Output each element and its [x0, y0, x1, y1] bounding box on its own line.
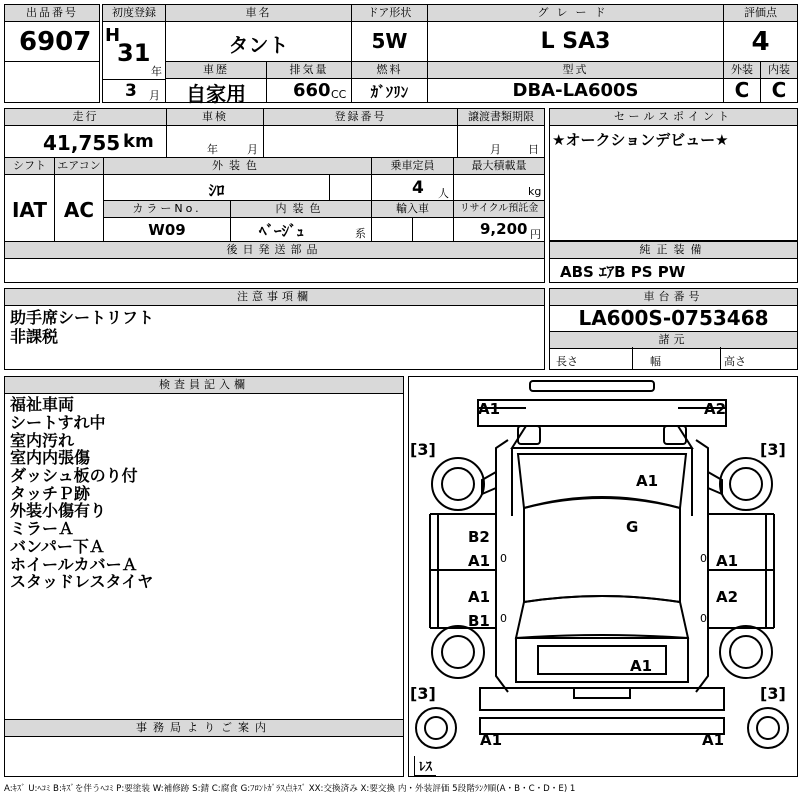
month-unit: 月: [149, 89, 160, 102]
capacity-label: 乗車定員: [372, 158, 453, 175]
door-zero-3: 0: [700, 552, 707, 565]
exterior-color: ｼﾛ: [208, 181, 225, 200]
chassis-label: 車台番号: [550, 289, 797, 306]
tire-front-left: [3]: [410, 440, 436, 459]
inspector-line-3: 室内汚れ: [10, 431, 75, 450]
mark-front-left: A1: [478, 400, 501, 418]
capacity-unit: 人: [438, 187, 449, 200]
chassis-cell: [549, 288, 798, 370]
load-cell: [453, 157, 545, 201]
interior-label: 内装: [761, 62, 797, 79]
transfer-day-unit: 日: [528, 143, 539, 156]
ac-cell: [54, 157, 104, 242]
history: 自家用: [186, 82, 246, 106]
exterior-label: 外装: [724, 62, 760, 79]
capacity-cell: [371, 157, 454, 201]
reg-month: 3: [125, 81, 137, 101]
sales-point-label: セールスポイント: [550, 109, 797, 126]
sales-point-cell: [549, 108, 798, 241]
reg-year: 31: [117, 39, 151, 67]
displacement-cell: [266, 61, 352, 103]
sales-point-text: ★オークションデビュー★: [552, 131, 729, 149]
inspector-line-7: 外装小傷有り: [10, 501, 107, 520]
inspector-line-5: ダッシュ板のり付: [10, 466, 138, 485]
tire-rear-right: [3]: [760, 684, 786, 703]
mark-hood: A1: [636, 472, 659, 490]
fuel-cell: [351, 61, 428, 103]
int-color-cell: [230, 200, 372, 242]
int-color-suffix: 系: [355, 227, 366, 240]
inspector-line-10: ホイールカバーＡ: [10, 555, 138, 574]
later-parts-label: 後日発送部品: [5, 242, 544, 259]
inspector-line-6: タッチＰ跡: [10, 484, 91, 503]
first-reg-cell: [102, 4, 166, 103]
reg-no-cell: [263, 108, 458, 158]
door-type: 5W: [371, 29, 408, 53]
tire-front-right: [3]: [760, 440, 786, 459]
length-label: 長さ: [556, 355, 578, 368]
mark-right-front-door: A1: [716, 552, 739, 570]
mileage: 41,755: [43, 131, 121, 155]
genuine-cell: [549, 241, 798, 283]
car-name-label: 車名: [166, 5, 351, 22]
ac-label: エアコン: [55, 158, 103, 175]
chassis-number: LA600S-0753468: [578, 306, 769, 330]
mark-left-rear-door: B1: [468, 612, 490, 630]
score: 4: [751, 27, 770, 57]
score-cell: [723, 4, 798, 62]
year-unit: 年: [151, 65, 162, 78]
interior-cell: [760, 61, 798, 103]
color-no: W09: [148, 221, 186, 239]
later-parts-cell: [4, 241, 545, 283]
door-zero-4: 0: [700, 612, 707, 625]
door-label: ドア形状: [352, 5, 427, 22]
height-label: 高さ: [724, 355, 746, 368]
capacity: 4: [412, 178, 424, 198]
interior-grade: C: [771, 78, 787, 102]
mark-roof: G: [626, 518, 639, 536]
door-zero-2: 0: [500, 612, 507, 625]
mark-left-rear-door-top: A1: [468, 588, 491, 606]
insp-month-unit: 月: [247, 143, 258, 156]
inspection-label: 車検: [167, 109, 263, 126]
transfer-label: 譲渡書類期限: [458, 109, 544, 126]
ac: AC: [63, 198, 95, 222]
grade-label: グレード: [428, 5, 723, 22]
model-label: 型式: [428, 62, 723, 79]
history-cell: [165, 61, 267, 106]
lot-blank: [4, 61, 100, 103]
inspector-line-9: バンパー下Ａ: [10, 537, 105, 556]
first-reg-label: 初度登録: [103, 5, 165, 22]
inspector-line-4: 室内内張傷: [10, 448, 91, 467]
displacement: 660: [293, 80, 331, 101]
model-cell: [427, 61, 724, 103]
mark-left-front-door-top: B2: [468, 528, 490, 546]
score-label: 評価点: [724, 5, 797, 22]
color-label: 外装色: [104, 158, 371, 175]
insp-year-unit: 年: [207, 143, 218, 156]
load-label: 最大積載量: [454, 158, 544, 175]
shift: IAT: [11, 198, 47, 222]
width-label: 幅: [650, 355, 661, 368]
mark-front-right: A2: [704, 400, 727, 418]
shift-label: シフト: [5, 158, 54, 175]
door-zero-1: 0: [500, 552, 507, 565]
color-no-cell: [103, 200, 231, 242]
import-cell: [371, 200, 454, 242]
genuine-equipment: ABS ｴｱB PS PW: [560, 263, 686, 281]
load-unit: kg: [528, 185, 542, 198]
mileage-label: 走行: [5, 109, 166, 126]
reg-no-label: 登録番号: [264, 109, 457, 126]
fuel-label: 燃料: [352, 62, 427, 79]
inspector-label: 検査員記入欄: [5, 377, 403, 394]
spare-tire-label: ﾚｽ: [414, 756, 436, 776]
mileage-unit: km: [123, 131, 154, 152]
mark-right-rear-door: A2: [716, 588, 739, 606]
int-color-label: 内装色: [231, 201, 371, 218]
recycle-label: リサイクル預託金: [454, 201, 544, 218]
door-cell: [351, 4, 428, 62]
mark-left-front-door: A1: [468, 552, 491, 570]
mark-rear-right: A1: [702, 731, 725, 749]
office-cell: [4, 719, 404, 777]
genuine-label: 純正装備: [550, 242, 797, 259]
inspector-line-1: 福祉車両: [10, 395, 75, 414]
note-line-1: 助手席シートリフト: [10, 308, 155, 327]
transfer-cell: [457, 108, 545, 158]
lot-number: 6907: [19, 27, 92, 57]
inspector-line-11: スタッドレスタイヤ: [10, 572, 154, 591]
shift-cell: [4, 157, 55, 242]
recycle-unit: 円: [530, 228, 541, 241]
transfer-month-unit: 月: [490, 143, 501, 156]
recycle-fee: 9,200: [480, 220, 528, 238]
inspection-cell: [166, 108, 264, 158]
recycle-cell: [453, 200, 545, 242]
inspector-cell: [4, 376, 404, 720]
note-line-2: 非課税: [10, 327, 59, 346]
era: H: [105, 25, 121, 46]
notes-label: 注意事項欄: [5, 289, 544, 306]
mark-trunk: A1: [630, 657, 653, 675]
exterior-cell: [723, 61, 761, 103]
import-label: 輸入車: [372, 201, 453, 218]
color-cell: [103, 157, 372, 201]
notes-cell: [4, 288, 545, 370]
displacement-label: 排気量: [267, 62, 351, 79]
tire-rear-left: [3]: [410, 684, 436, 703]
lot-cell: [4, 4, 100, 62]
inspector-line-2: シートすれ中: [10, 413, 106, 432]
exterior-grade: C: [734, 78, 750, 102]
fuel: ｶﾞｿﾘﾝ: [370, 83, 409, 101]
displacement-unit: CC: [331, 88, 347, 101]
int-color: ﾍﾞｰｼﾞｭ: [259, 222, 305, 240]
grade-cell: [427, 4, 724, 62]
car-name: タント: [228, 33, 289, 57]
spec-label: 諸元: [550, 331, 797, 349]
model: DBA-LA600S: [512, 80, 639, 101]
history-label: 車歴: [166, 62, 266, 79]
grade: L SA3: [540, 29, 611, 54]
color-no-label: カラーNo.: [104, 201, 230, 218]
mileage-cell: [4, 108, 167, 158]
office-label: 事務局よりご案内: [5, 720, 403, 737]
legend-text: A:ｷｽﾞ U:ﾍｺﾐ B:ｷｽﾞを伴うﾍｺﾐ P:要塗装 W:補修跡 S:錆 C:腐食 G:ﾌﾛﾝﾄｶﾞﾗｽ点ｷｽﾞ XX:交換済み X:要交換 内・外装評価 5段階ﾗﾝｸ順(A・B・C・D・E) 1: [4, 784, 576, 794]
lot-label: 出品番号: [5, 5, 99, 22]
car-name-cell: [165, 4, 352, 62]
mark-rear-left: A1: [480, 731, 503, 749]
inspector-line-8: ミラーＡ: [10, 519, 75, 538]
car-outline-drawing: [408, 376, 798, 777]
